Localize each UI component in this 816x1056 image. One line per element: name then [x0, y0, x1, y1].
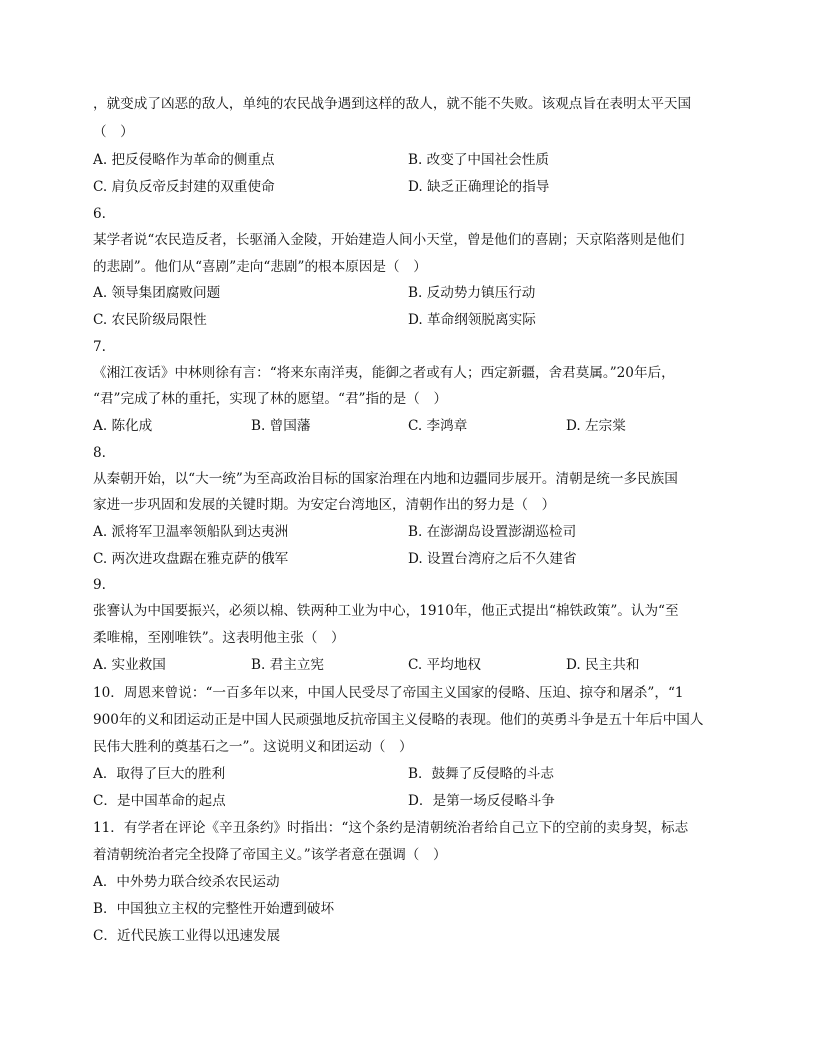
question-8-option-a: A. 派将军卫温率领船队到达夷洲: [93, 524, 289, 540]
question-11-option-c: C．近代民族工业得以迅速发展: [93, 928, 281, 944]
question-7-option-d: D. 左宗棠: [566, 418, 626, 434]
question-11-text-line-1: 11．有学者在评论《辛丑条约》时指出：“这个条约是清朝统治者给自己立下的空前的卖身契，标志: [93, 820, 689, 836]
question-6-option-b: B. 反动势力镇压行动: [408, 285, 536, 301]
question-9-option-d: D. 民主共和: [566, 657, 640, 673]
question-10-text-line-1: 10．周恩来曾说：“一百多年以来，中国人民受尽了帝国主义国家的侵略、压迫、掠夺和屠杀”，“1: [93, 685, 684, 701]
question-7-number: 7.: [93, 339, 106, 355]
question-8-text-line-2: 家进一步巩固和发展的关键时期。为安定台湾地区，清朝作出的努力是（ ）: [93, 497, 556, 513]
question-9-option-a: A. 实业救国: [93, 657, 166, 673]
question-5-option-c: C. 肩负反帝反封建的双重使命: [93, 179, 275, 195]
question-11-option-b: B．中国独立主权的完整性开始遭到破坏: [93, 901, 335, 917]
question-6-text-line-2: 的悲剧”。他们从“喜剧”走向“悲剧”的根本原因是（ ）: [93, 259, 427, 275]
question-8-number: 8.: [93, 445, 106, 461]
question-7-option-c: C. 李鸿章: [408, 418, 468, 434]
question-6-option-c: C. 农民阶级局限性: [93, 312, 207, 328]
question-8-option-b: B. 在澎湖岛设置澎湖巡检司: [408, 524, 577, 540]
question-6-option-d: D. 革命纲领脱离实际: [408, 312, 536, 328]
question-11-text-line-2: 着清朝统治者完全投降了帝国主义。”该学者意在强调（ ）: [93, 847, 447, 863]
question-7-option-a: A. 陈化成: [93, 418, 153, 434]
question-6-number: 6.: [93, 206, 106, 222]
question-9-option-c: C. 平均地权: [408, 657, 481, 673]
question-5-text-line-2: （ ）: [93, 124, 134, 140]
question-7-option-b: B. 曾国藩: [251, 418, 311, 434]
question-9-option-b: B. 君主立宪: [251, 657, 325, 673]
question-7-text-line-2: “君”完成了林的重托，实现了林的愿望。“君”指的是（ ）: [93, 391, 448, 407]
question-5-text-line-1: ，就变成了凶恶的敌人，单纯的农民战争遇到这样的敌人，就不能不失败。该观点旨在表明太平天国: [93, 96, 692, 112]
question-10-text-line-3: 民伟大胜利的奠基石之一”。这说明义和团运动（ ）: [93, 739, 413, 755]
question-5-option-b: B. 改变了中国社会性质: [408, 152, 549, 168]
question-10-option-d: D．是第一场反侵略斗争: [408, 793, 555, 809]
question-11-option-a: A．中外势力联合绞杀农民运动: [93, 874, 280, 890]
question-5-option-d: D. 缺乏正确理论的指导: [408, 179, 550, 195]
question-8-text-line-1: 从秦朝开始，以“大一统”为至高政治目标的国家治理在内地和边疆同步展开。清朝是统一多民族国: [93, 471, 678, 487]
question-10-option-b: B．鼓舞了反侵略的斗志: [408, 766, 554, 782]
question-8-option-c: C. 两次进攻盘踞在雅克萨的俄军: [93, 551, 289, 567]
question-9-text-line-1: 张謇认为中国要振兴，必须以棉、铁两种工业为中心，1910年，他正式提出“棉铁政策”。认为“至: [93, 603, 679, 619]
question-5-option-a: A. 把反侵略作为革命的侧重点: [93, 152, 275, 168]
question-6-option-a: A. 领导集团腐败问题: [93, 285, 221, 301]
question-6-text-line-1: 某学者说“农民造反者，长驱涌入金陵，开始建造人间小天堂，曾是他们的喜剧；天京陷落则是他们: [93, 232, 685, 248]
question-7-text-line-1: 《湘江夜话》中林则徐有言：“将来东南洋夷，能御之者或有人；西定新疆，舍君莫属。”20年后，: [93, 365, 675, 381]
question-8-option-d: D. 设置台湾府之后不久建省: [408, 551, 577, 567]
question-9-number: 9.: [93, 577, 106, 593]
question-9-text-line-2: 柔唯棉，至刚唯铁”。这表明他主张（ ）: [93, 630, 345, 646]
question-10-option-a: A．取得了巨大的胜利: [93, 766, 226, 782]
question-10-option-c: C．是中国革命的起点: [93, 793, 226, 809]
question-10-text-line-2: 900年的义和团运动正是中国人民顽强地反抗帝国主义侵略的表现。他们的英勇斗争是五十年后中国人: [93, 712, 704, 728]
